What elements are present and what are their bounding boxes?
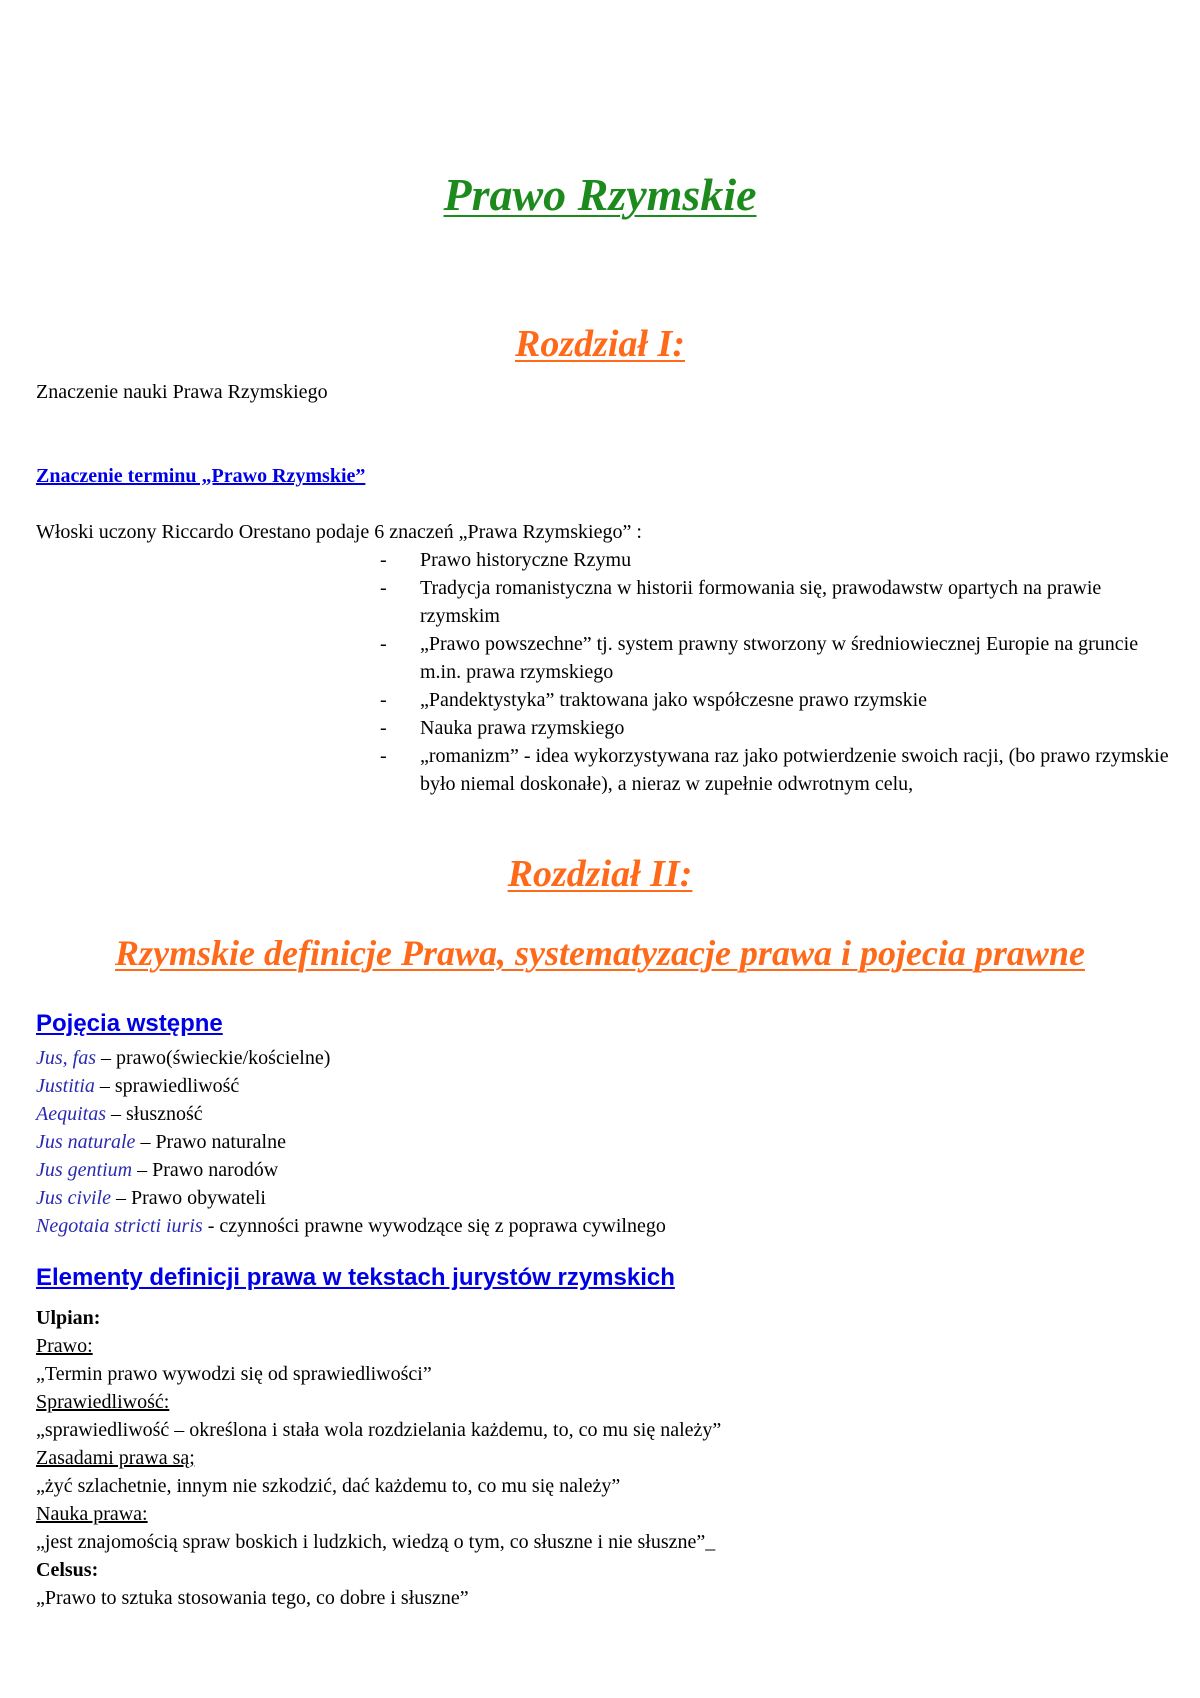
- definition-text: „Prawo to sztuka stosowania tego, co dobre i słuszne”: [36, 1587, 469, 1609]
- term-row: [36, 1184, 666, 1212]
- chapter-1-heading: Rozdział I:: [515, 323, 685, 365]
- definition-text: „jest znajomością spraw boskich i ludzkich, wiedzą o tym, co słuszne i nie słuszne”: [36, 1531, 706, 1553]
- definition-text: „sprawiedliwość – określona i stała wola rozdzielania każdemu, to, co mu się należy”: [36, 1419, 722, 1441]
- term-definition: - czynności prawne wywodzące się z poprawa cywilnego: [202, 1215, 666, 1237]
- list-item-text: Tradycja romanistyczna w historii formowania się, prawodawstw opartych na prawie rzymskim: [420, 577, 1102, 627]
- list-item-text: „romanizm” - idea wykorzystywana raz jako potwierdzenie swoich racji, (bo prawo rzymskie było niemal doskonałe), a nieraz w zupełnie odwrotnym celu,: [420, 745, 1169, 795]
- term-latin: Jus naturale: [36, 1131, 136, 1153]
- definition-trailing-mark: _: [705, 1531, 716, 1553]
- section-heading-definitions: Elementy definicji prawa w tekstach jurystów rzymskich: [36, 1264, 675, 1291]
- list-item: - „Prawo powszechne” tj. system prawny stworzony w średniowiecznej Europie na gruncie m.in. prawa rzymskiego: [380, 633, 1139, 683]
- meanings-list: [380, 546, 1180, 798]
- definition-label: Nauka prawa:: [36, 1503, 148, 1525]
- jurist-name-celsus: Celsus:: [36, 1559, 99, 1581]
- list-item: - Nauka prawa rzymskiego: [380, 717, 625, 739]
- section-heading-term-meaning: Znaczenie terminu „Prawo Rzymskie”: [36, 465, 366, 487]
- term-definition: – słuszność: [106, 1103, 203, 1125]
- term-row: [36, 1212, 666, 1240]
- term-row: [36, 1072, 666, 1100]
- chapter-1-subtitle: Znaczenie nauki Prawa Rzymskiego: [36, 381, 328, 403]
- definition-text: „żyć szlachetnie, innym nie szkodzić, dać każdemu to, co mu się należy”: [36, 1475, 621, 1497]
- list-item: - „Pandektystyka” traktowana jako współczesne prawo rzymskie: [380, 689, 928, 711]
- definition-text: „Termin prawo wywodzi się od sprawiedliwości”: [36, 1363, 432, 1385]
- list-item: - Tradycja romanistyczna w historii formowania się, prawodawstw opartych na prawie rzymskim: [380, 577, 1102, 627]
- term-latin: Justitia: [36, 1075, 95, 1097]
- term-latin: Jus gentium: [36, 1159, 133, 1181]
- term-definition: – Prawo naturalne: [135, 1131, 286, 1153]
- list-item: - „romanizm” - idea wykorzystywana raz jako potwierdzenie swoich racji, (bo prawo rzymskie było niemal doskonałe), a nieraz w zupełnie odwrotnym celu,: [380, 745, 1169, 795]
- term-definition: – prawo(świeckie/kościelne): [96, 1047, 331, 1069]
- jurist-name-ulpian: Ulpian:: [36, 1307, 101, 1329]
- chapter-2-subtitle: Rzymskie definicje Prawa, systematyzacje prawa i pojecia prawne: [115, 933, 1085, 973]
- definitions-block: [36, 1304, 721, 1612]
- list-item-text: „Pandektystyka” traktowana jako współczesne prawo rzymskie: [420, 689, 928, 711]
- list-item: - Prawo historyczne Rzymu: [380, 549, 632, 571]
- definition-label: Zasadami prawa są;: [36, 1447, 195, 1469]
- definition-label: Sprawiedliwość:: [36, 1391, 170, 1413]
- term-latin: Negotaia stricti iuris: [36, 1215, 203, 1237]
- term-definition: – Prawo narodów: [132, 1159, 279, 1181]
- term-latin: Jus, fas: [36, 1047, 96, 1069]
- term-latin: Jus civile: [36, 1187, 111, 1209]
- list-item-text: „Prawo powszechne” tj. system prawny stworzony w średniowiecznej Europie na gruncie m.in. prawa rzymskiego: [420, 633, 1139, 683]
- term-definition: – Prawo obywateli: [110, 1187, 266, 1209]
- list-item-text: Nauka prawa rzymskiego: [420, 717, 625, 739]
- section-heading-basic-concepts: Pojęcia wstępne: [36, 1010, 223, 1037]
- term-row: [36, 1044, 666, 1072]
- term-latin: Aequitas: [36, 1103, 106, 1125]
- term-row: [36, 1100, 666, 1128]
- term-row: [36, 1156, 666, 1184]
- term-row: [36, 1128, 666, 1156]
- list-item-text: Prawo historyczne Rzymu: [420, 549, 632, 571]
- definition-label: Prawo:: [36, 1335, 93, 1357]
- intro-paragraph: Włoski uczony Riccardo Orestano podaje 6 znaczeń „Prawa Rzymskiego” :: [36, 521, 642, 543]
- term-definition: – sprawiedliwość: [94, 1075, 240, 1097]
- chapter-2-heading: Rozdział II:: [507, 853, 693, 895]
- document-title: Prawo Rzymskie: [443, 169, 757, 220]
- terms-list: [36, 1044, 666, 1240]
